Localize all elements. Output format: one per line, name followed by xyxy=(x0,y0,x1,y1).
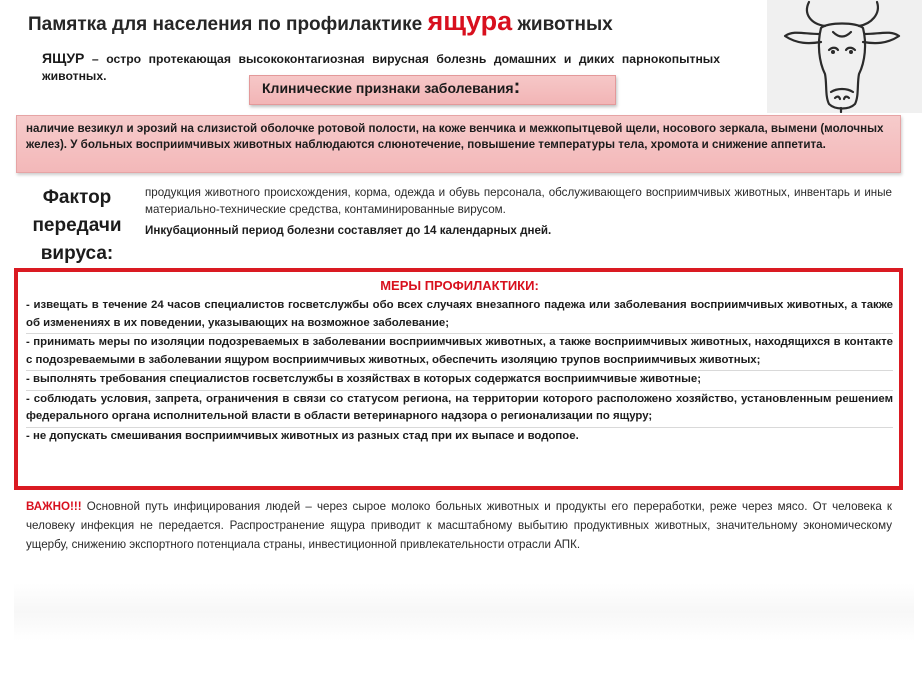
prevention-measures-title: МЕРЫ ПРОФИЛАКТИКИ: xyxy=(380,278,539,293)
bottom-divider xyxy=(14,583,914,641)
page-title xyxy=(28,6,758,37)
transmission-heading xyxy=(22,184,132,268)
clinical-signs-heading-text: Клинические признаки заболевания xyxy=(262,80,514,96)
clinical-signs-heading xyxy=(249,75,616,105)
cow-head-icon xyxy=(767,0,922,113)
transmission-heading-line: вируса: xyxy=(40,243,114,264)
clinical-signs-box xyxy=(16,115,901,173)
title-suffix: животных xyxy=(512,14,613,35)
incubation-period-text: Инкубационный период болезни составляет до 14 календарных дней. xyxy=(145,224,552,237)
title-prefix: Памятка для населения по профилактике xyxy=(28,14,428,35)
transmission-heading-line: Фактор xyxy=(42,187,112,208)
transmission-text: продукция животного происхождения, корма, одежда и обувь персонала, обслуживающего восприимчивых животных, инвентарь и иные материально-технические средства, контаминированные вирусом. xyxy=(145,186,892,216)
important-note xyxy=(26,497,892,554)
cow-head-drawing xyxy=(767,0,922,113)
important-lead: ВАЖНО!!! xyxy=(26,500,82,513)
prevention-measure-item: - принимать меры по изоляции подозреваемых в заболевании восприимчивых животных, а также восприимчивых животных, находящихся в контакте с подозреваемыми в заболевании ящуром восприимчивых животных, обеспечить изоляцию трупов восприимчивых животных; xyxy=(26,334,893,371)
prevention-measures-box xyxy=(14,268,903,490)
clinical-signs-colon: : xyxy=(513,76,521,98)
prevention-measure-item: - соблюдать условия, запрета, ограничения в связи со статусом региона, на территории которого расположено хозяйство, установленным решением федерального органа исполнительной власти в области ветеринарного надзора о регионализации по ящуру; xyxy=(26,391,893,428)
important-text: Основной путь инфицирования людей – через сырое молоко больных животных и продукты его переработки, реже через мясо. От человека к человеку инфекция не передается. Распространение ящура приводит к масштабному выбытию продуктивных животных, значительному экономическому ущербу, снижению экспортного потенциала страны, инвестиционной привлекательности отрасли АПК. xyxy=(26,500,892,551)
clinical-signs-text: наличие везикул и эрозий на слизистой оболочке ротовой полости, на коже венчика и межкопытцевой щели, носового зеркала, вымени (молочных желез). У больных восприимчивых животных наблюдаются слюнотечение, повышение температуры тела, хромота и снижение аппетита. xyxy=(26,122,884,151)
transmission-heading-line: передачи xyxy=(32,215,122,236)
prevention-measure-item: - извещать в течение 24 часов специалистов госветслужбы обо всех случаях внезапного падежа или заболевания восприимчивых животных, а также об изменениях в их поведении, указывающих на возможное заболевание; xyxy=(26,297,893,334)
prevention-measure-item: - не допускать смешивания восприимчивых животных из разных стад при их выпасе и водопое. xyxy=(26,429,579,442)
prevention-measure-item: - выполнять требования специалистов госветслужбы в хозяйствах в которых содержатся восприимчивые животные; xyxy=(26,371,893,391)
definition-text: – остро протекающая высококонтагиозная вирусная болезнь домашних и диких парнокопытных животных. xyxy=(42,52,720,83)
title-highlight: ящура xyxy=(427,6,513,36)
definition-term: ЯЩУР xyxy=(42,50,85,66)
